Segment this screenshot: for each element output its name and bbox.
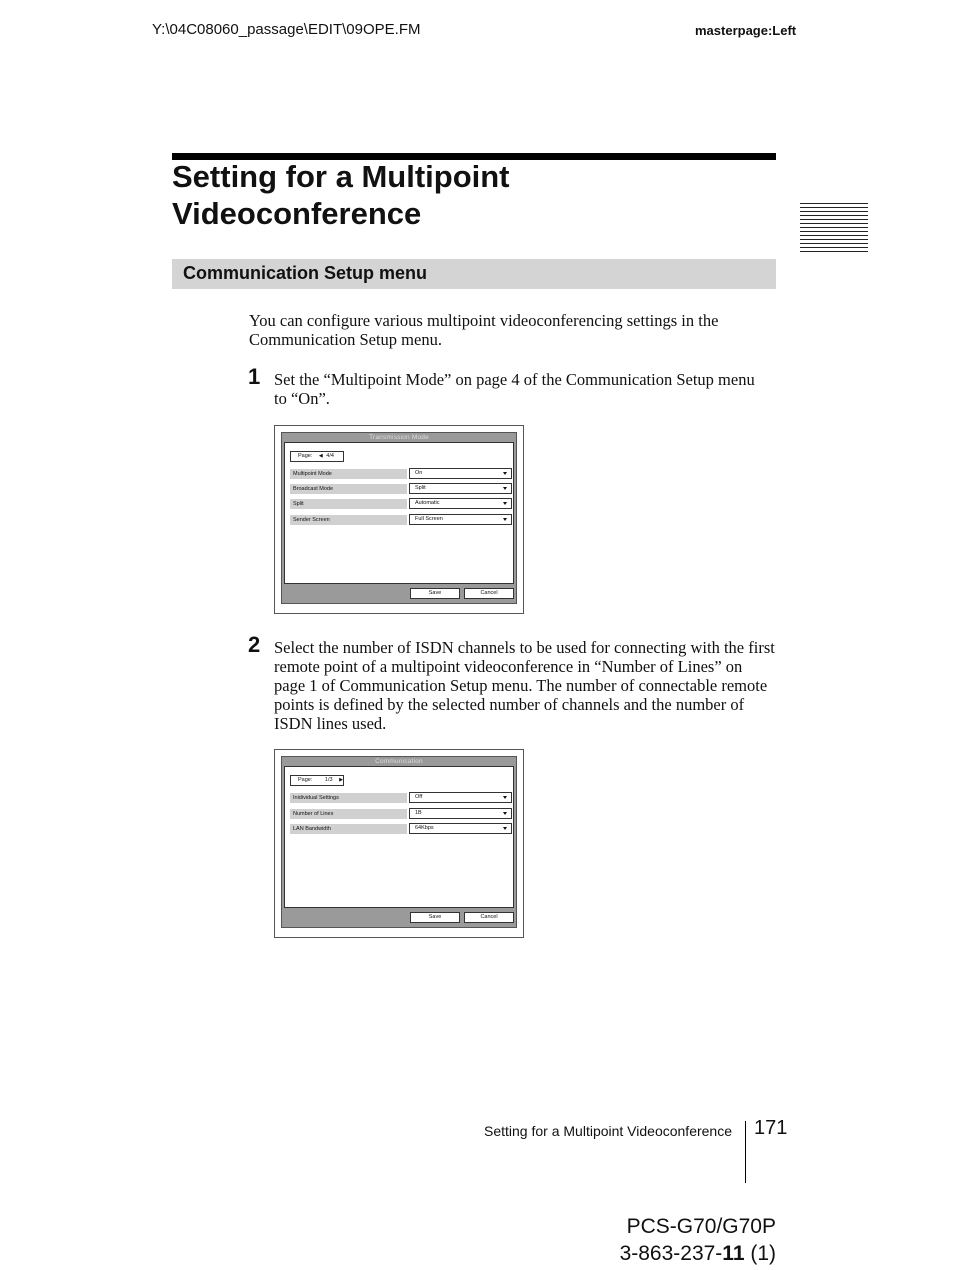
left-arrow-icon[interactable]: ◀ [318, 453, 323, 459]
dropdown-value: Full Screen [415, 516, 443, 522]
page-number: 171 [754, 1117, 788, 1139]
save-button[interactable]: Save [410, 912, 460, 923]
cancel-button[interactable]: Cancel [464, 588, 514, 599]
chevron-down-icon [503, 502, 507, 505]
dropdown-value: 1B [415, 810, 422, 816]
save-button[interactable]: Save [410, 588, 460, 599]
step-2-line-5: ISDN lines used. [274, 714, 387, 733]
step-1-line-2: to “On”. [274, 389, 330, 408]
page-selector[interactable] [290, 451, 344, 462]
setting-label: Broadcast Mode [290, 484, 407, 494]
dropdown-value: On [415, 470, 423, 476]
setting-row-sender-screen [290, 514, 512, 525]
transmission-mode-window [281, 432, 517, 604]
footer-rule [745, 1121, 746, 1183]
dropdown-value: 64Kbps [415, 825, 434, 831]
setting-dropdown[interactable] [409, 498, 512, 509]
chevron-down-icon [503, 827, 507, 830]
cancel-button[interactable]: Cancel [464, 912, 514, 923]
part-suffix: (1) [744, 1242, 776, 1265]
chapter-tab-lines [800, 203, 868, 255]
part-prefix: 3-863-237- [619, 1242, 723, 1265]
chevron-down-icon [503, 796, 507, 799]
chevron-down-icon [503, 518, 507, 521]
page-title-line-1: Setting for a Multipoint [172, 159, 510, 194]
page-title-line-2: Videoconference [172, 196, 422, 231]
dropdown-value: Automatic [415, 500, 440, 506]
setting-dropdown[interactable] [409, 792, 512, 803]
right-arrow-icon[interactable]: ▶ [339, 777, 343, 783]
window-title: Transmission Mode [369, 434, 429, 441]
intro-line-2: Communication Setup menu. [249, 330, 442, 349]
setting-row-multipoint-mode [290, 468, 512, 479]
intro-paragraph [249, 311, 776, 349]
page-value: 4/4 [326, 453, 334, 459]
step-2-line-3: page 1 of Communication Setup menu. The number of connectable remote [274, 676, 768, 695]
file-path-header: Y:\04C08060_passage\EDIT\09OPE.FM [152, 21, 421, 38]
step-2-line-1: Select the number of ISDN channels to be used for connecting with the first [274, 638, 775, 657]
page-selector[interactable] [290, 775, 344, 786]
transmission-mode-screenshot [274, 425, 524, 614]
setting-row-individual-settings [290, 792, 512, 803]
chevron-down-icon [503, 487, 507, 490]
setting-label: Multipoint Mode [290, 469, 407, 479]
chevron-down-icon [503, 812, 507, 815]
model-name: PCS-G70/G70P [626, 1215, 776, 1238]
setting-label: LAN Bandwidth [290, 824, 407, 834]
setting-label: Sender Screen [290, 515, 407, 525]
setting-row-broadcast-mode [290, 483, 512, 494]
step-2-number: 2 [248, 632, 261, 657]
chevron-down-icon [503, 472, 507, 475]
setting-row-number-of-lines [290, 808, 512, 819]
window-title: Communication [375, 758, 423, 765]
step-2-line-4: points is defined by the selected number of channels and the number of [274, 695, 745, 714]
model-info [620, 1213, 776, 1267]
step-1-text [274, 370, 776, 408]
dropdown-value: Split [415, 485, 426, 491]
setting-row-lan-bandwidth [290, 823, 512, 834]
communication-window [281, 756, 517, 928]
page-label: Page: [298, 777, 313, 783]
part-number [620, 1240, 776, 1267]
step-1-number: 1 [248, 364, 261, 389]
setting-dropdown[interactable] [409, 514, 512, 525]
intro-line-1: You can configure various multipoint videoconferencing settings in the [249, 311, 719, 330]
step-2-text [274, 638, 776, 733]
dropdown-value: Off [415, 794, 423, 800]
page-label: Page: [298, 453, 313, 459]
communication-screenshot [274, 749, 524, 938]
part-bold: 11 [722, 1242, 745, 1265]
setting-dropdown[interactable] [409, 808, 512, 819]
setting-label: Number of Lines [290, 809, 407, 819]
step-2-line-2: remote point of a multipoint videoconference in “Number of Lines” on [274, 657, 743, 676]
page-title [172, 158, 776, 232]
settings-panel [284, 766, 514, 908]
page-value: 1/3 [324, 777, 333, 783]
setting-dropdown[interactable] [409, 823, 512, 834]
setting-dropdown[interactable] [409, 468, 512, 479]
setting-row-split [290, 498, 512, 509]
settings-panel [284, 442, 514, 584]
footer-section-name: Setting for a Multipoint Videoconference [484, 1123, 733, 1139]
section-heading: Communication Setup menu [183, 263, 428, 283]
masterpage-label: masterpage:Left [695, 23, 797, 38]
step-1-line-1: Set the “Multipoint Mode” on page 4 of the Communication Setup menu [274, 370, 755, 389]
setting-label: Inidividual Settings [290, 793, 407, 803]
setting-label: Split [290, 499, 407, 509]
setting-dropdown[interactable] [409, 483, 512, 494]
